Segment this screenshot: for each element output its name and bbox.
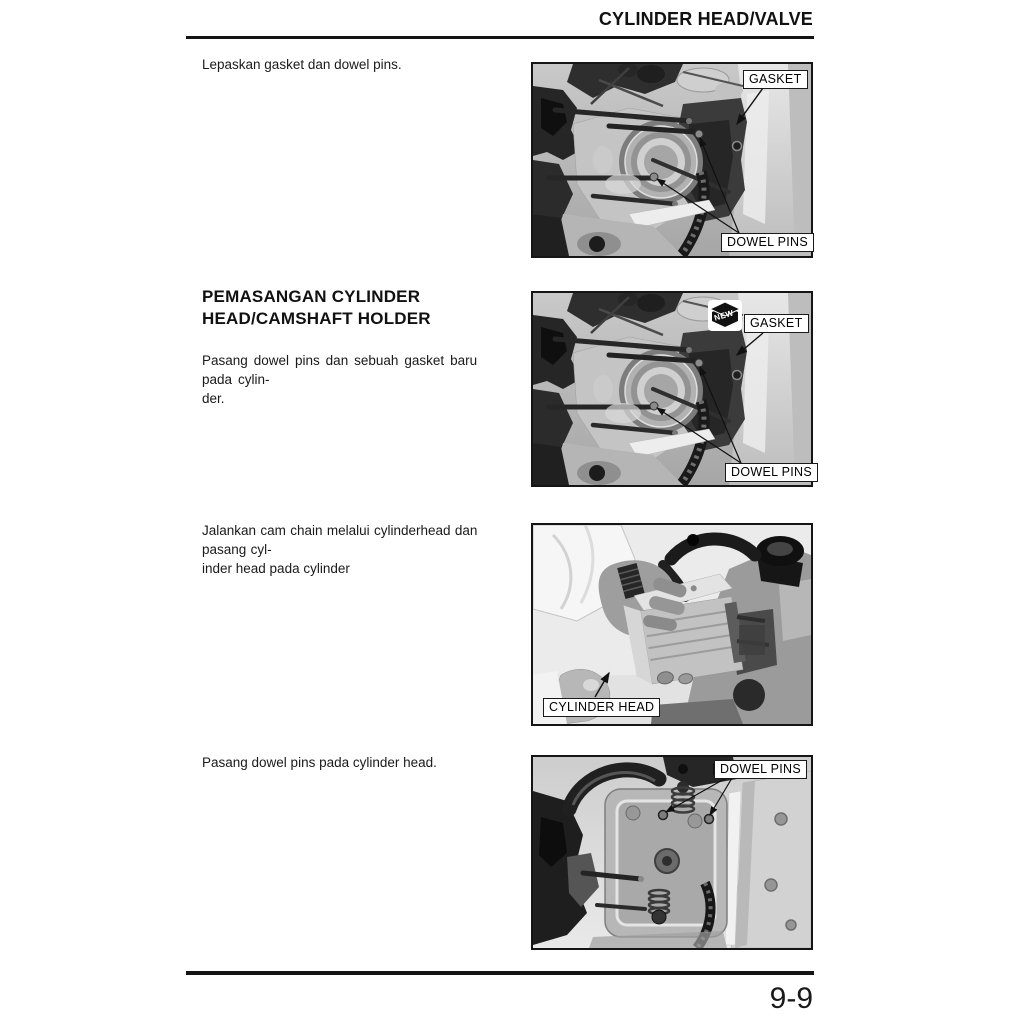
- step1-text: Lepaskan gasket dan dowel pins.: [202, 57, 402, 72]
- section-heading-line2: HEAD/CAMSHAFT HOLDER: [202, 309, 431, 328]
- section-heading-line1: PEMASANGAN CYLINDER: [202, 287, 421, 306]
- gasket-callout-label: GASKET: [744, 314, 809, 333]
- cylinder-head-install-photo: [533, 525, 811, 724]
- step3-line1: Jalankan cam chain melalui cylinderhead dan pasang cyl-: [202, 523, 478, 557]
- page-number: 9-9: [769, 982, 813, 1015]
- step4-text: Pasang dowel pins pada cylinder head.: [202, 755, 437, 770]
- figure-remove-gasket-dowel-pins: [531, 62, 813, 258]
- new-badge-text: NEW: [713, 308, 735, 323]
- step3-text: [202, 521, 502, 578]
- header-rule: [186, 36, 814, 39]
- dowel-pins-callout-label: DOWEL PINS: [721, 233, 814, 252]
- cylinder-head-face-photo: [533, 757, 811, 948]
- engine-cylinder-photo: [533, 64, 811, 256]
- figure-install-cylinder-head: [531, 523, 813, 726]
- step2-line1: Pasang dowel pins dan sebuah gasket baru pada cylin-: [202, 353, 478, 387]
- cylinder-head-callout-label: CYLINDER HEAD: [543, 698, 660, 717]
- step2-text: [202, 351, 502, 408]
- new-part-badge: [708, 300, 742, 331]
- section-heading: [202, 286, 431, 330]
- figure-install-new-gasket: [531, 291, 813, 487]
- gasket-callout-label: GASKET: [743, 70, 808, 89]
- dowel-pins-callout-label: DOWEL PINS: [714, 760, 807, 779]
- footer-rule: [186, 971, 814, 975]
- page-title: CYLINDER HEAD/VALVE: [598, 9, 813, 29]
- figure-install-dowel-pins-head: [531, 755, 813, 950]
- step2-line2: der.: [202, 391, 225, 406]
- step3-line2: inder head pada cylinder: [202, 561, 350, 576]
- dowel-pins-callout-label: DOWEL PINS: [725, 463, 818, 482]
